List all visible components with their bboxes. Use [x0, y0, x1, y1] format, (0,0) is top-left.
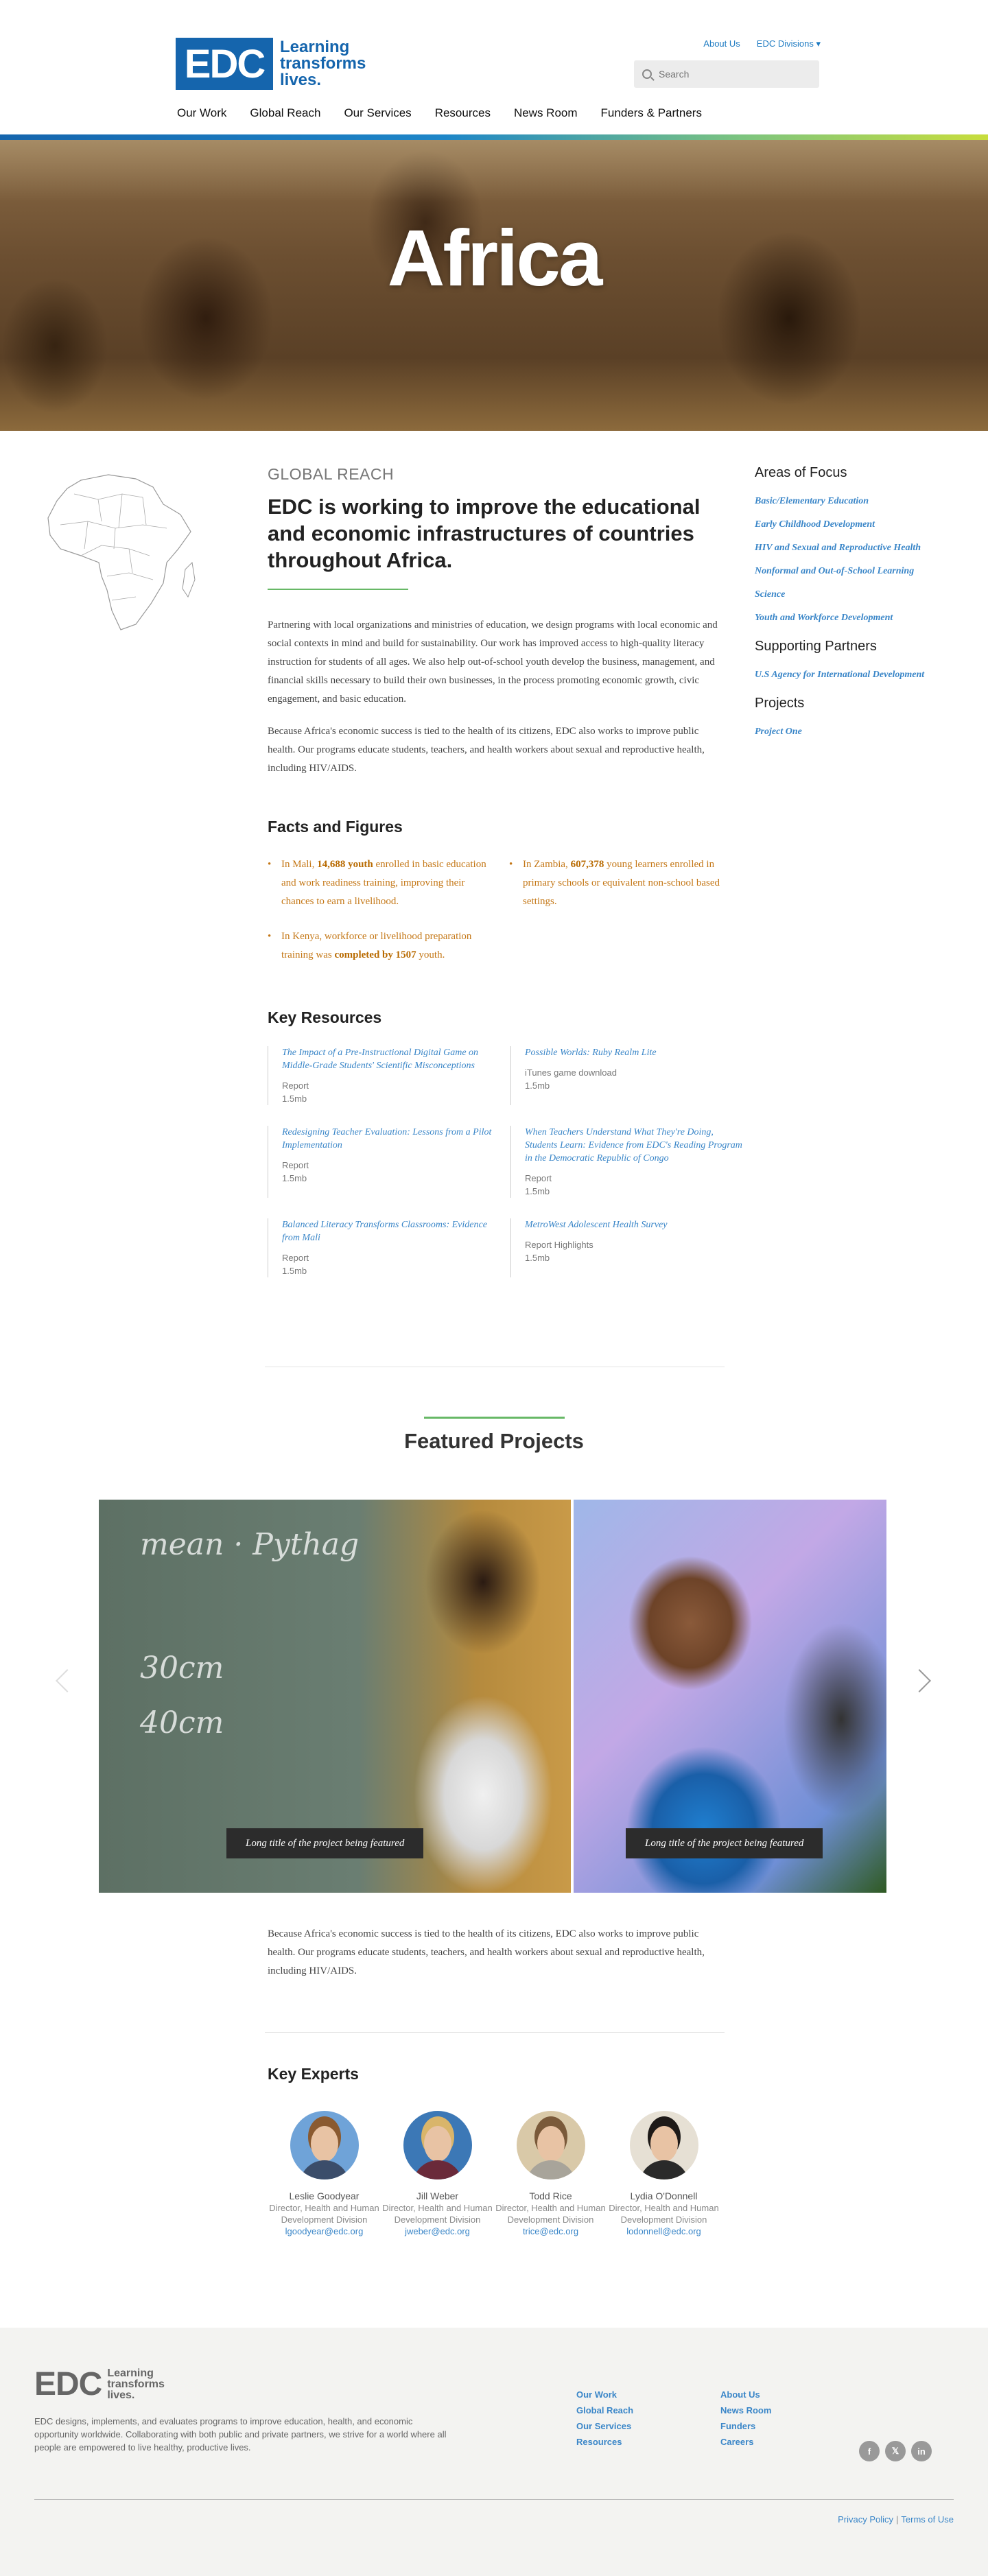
featured-carousel	[99, 1500, 886, 1893]
footer-link-news-room[interactable]: News Room	[720, 2405, 772, 2415]
projects-list	[755, 726, 954, 737]
facebook-icon[interactable]: f	[859, 2441, 880, 2461]
footer-link-our-work[interactable]: Our Work	[576, 2389, 617, 2400]
expert-email-link[interactable]: trice@edc.org	[522, 2226, 579, 2236]
search-icon	[642, 69, 652, 79]
resource-item	[510, 1218, 744, 1277]
footer-link-funders[interactable]: Funders	[720, 2421, 756, 2431]
resource-size: 1.5mb	[282, 1266, 307, 1276]
site-header	[0, 0, 988, 137]
expert-role: Director, Health and Human Development Division	[382, 2203, 493, 2225]
fact-pre: In Zambia,	[523, 859, 571, 870]
resource-link[interactable]: When Teachers Understand What They're Doing, Students Learn: Evidence from EDC's Reading Program in the Democratic Republic of Congo	[525, 1127, 742, 1163]
footer-links-col-1	[576, 2389, 633, 2453]
avatar-face	[311, 2126, 338, 2162]
utility-nav	[703, 38, 821, 49]
bullet-icon: •	[509, 859, 513, 870]
privacy-policy-link[interactable]: Privacy Policy	[838, 2514, 894, 2525]
facts-section	[268, 818, 720, 981]
expert-email-link[interactable]: lodonnell@edc.org	[626, 2226, 701, 2236]
avatar-shoulders	[413, 2160, 462, 2179]
resource-type: Report	[525, 1173, 552, 1183]
featured-slide[interactable]	[574, 1500, 886, 1893]
chalkboard-writing: 30cm	[140, 1651, 224, 1686]
resource-type: Report	[282, 1160, 309, 1170]
featured-paragraph: Because Africa's economic success is tied to the health of its citizens, EDC also works to improve public health. Our programs educate students, teachers, and health workers about sexual and reproductive health, including HIV/AIDS.	[268, 1928, 705, 1976]
resource-item	[510, 1126, 744, 1198]
facts-col-right	[509, 855, 736, 981]
fact-pre: In Kenya, workforce or livelihood preparation training was	[281, 931, 472, 960]
avatar-shoulders	[639, 2160, 689, 2179]
main-content	[268, 465, 742, 1277]
footer-logo-tagline: Learning transforms lives.	[107, 2367, 165, 2401]
resource-item	[268, 1218, 501, 1277]
section-eyebrow: GLOBAL REACH	[268, 465, 395, 483]
footer-link-resources[interactable]: Resources	[576, 2437, 622, 2447]
nav-our-services[interactable]: Our Services	[344, 106, 412, 119]
resource-link[interactable]: MetroWest Adolescent Health Survey	[525, 1220, 668, 1230]
fact-strong: 14,688 youth	[317, 859, 373, 870]
sidebar	[755, 465, 954, 750]
footer-link-global-reach[interactable]: Global Reach	[576, 2405, 634, 2415]
nav-global-reach[interactable]: Global Reach	[250, 106, 321, 119]
avatar-shoulders	[300, 2160, 349, 2179]
about-us-link[interactable]: About Us	[703, 38, 740, 49]
experts-heading: Key Experts	[268, 2065, 359, 2083]
accent-rule	[268, 589, 408, 590]
expert-card	[494, 2111, 607, 2237]
expert-name: Jill Weber	[416, 2190, 459, 2201]
fact-pre: In Mali,	[281, 859, 318, 870]
social-links	[859, 2441, 932, 2461]
footer-links-col-2	[720, 2389, 771, 2453]
expert-card	[607, 2111, 720, 2237]
experts-list	[268, 2111, 720, 2237]
terms-of-use-link[interactable]: Terms of Use	[901, 2514, 954, 2525]
x-twitter-icon[interactable]: 𝕏	[885, 2441, 906, 2461]
resources-heading: Key Resources	[268, 1008, 382, 1026]
lead-heading: EDC is working to improve the educational and economic infrastructures of countries throughout Africa.	[268, 495, 701, 572]
avatar[interactable]	[403, 2111, 472, 2179]
resource-type: Report Highlights	[525, 1240, 593, 1250]
featured-slide[interactable]	[99, 1500, 571, 1893]
fact-item	[268, 927, 494, 965]
search-box	[634, 60, 819, 88]
expert-email-link[interactable]: jweber@edc.org	[405, 2226, 470, 2236]
nav-news-room[interactable]: News Room	[513, 106, 578, 119]
resource-item	[268, 1126, 501, 1198]
carousel-next-arrow-icon[interactable]	[908, 1669, 931, 1692]
projects-heading: Projects	[755, 696, 805, 711]
site-footer	[0, 2328, 988, 2576]
featured-accent-rule	[424, 1417, 565, 1419]
footer-logo[interactable]	[34, 2365, 176, 2403]
resource-size: 1.5mb	[525, 1080, 550, 1091]
nav-funders-partners[interactable]: Funders & Partners	[600, 106, 702, 119]
resource-size: 1.5mb	[525, 1253, 550, 1263]
area-link[interactable]: Early Childhood Development	[755, 519, 875, 530]
facts-heading: Facts and Figures	[268, 818, 403, 836]
fact-item	[509, 855, 736, 911]
avatar[interactable]	[517, 2111, 585, 2179]
partners-heading: Supporting Partners	[755, 639, 877, 654]
logo-mark: EDC	[176, 38, 273, 90]
expert-name: Leslie Goodyear	[289, 2190, 360, 2201]
chalkboard-writing: 40cm	[140, 1705, 224, 1740]
africa-map	[33, 466, 204, 638]
featured-projects-heading: Featured Projects	[404, 1429, 584, 1453]
expert-card	[381, 2111, 494, 2237]
areas-heading: Areas of Focus	[755, 465, 847, 480]
resource-size: 1.5mb	[282, 1173, 307, 1183]
avatar[interactable]	[630, 2111, 698, 2179]
area-link[interactable]: HIV and Sexual and Reproductive Health	[755, 543, 921, 553]
expert-role: Director, Health and Human Development Division	[609, 2203, 719, 2225]
areas-list	[755, 496, 954, 624]
edc-logo[interactable]	[176, 38, 390, 90]
area-link[interactable]: Nonformal and Out-of-School Learning	[755, 566, 915, 576]
fact-post: youth.	[416, 949, 445, 960]
slide-caption[interactable]: Long title of the project being featured	[226, 1828, 423, 1858]
legal-separator: |	[896, 2514, 899, 2525]
header-gradient-rule	[0, 134, 988, 140]
key-resources-section	[268, 1008, 742, 1277]
resource-size: 1.5mb	[282, 1094, 307, 1104]
legal-links	[838, 2514, 954, 2525]
hero-banner	[0, 140, 988, 431]
resource-size: 1.5mb	[525, 1186, 550, 1196]
resource-link[interactable]: The Impact of a Pre-Instructional Digital Game on Middle-Grade Students' Scientific Misconceptions	[282, 1048, 479, 1071]
fact-strong: 607,378	[570, 859, 604, 870]
key-experts-section	[268, 2065, 720, 2237]
nav-resources[interactable]: Resources	[434, 106, 491, 119]
resource-type: iTunes game download	[525, 1067, 617, 1078]
project-link[interactable]: Project One	[755, 726, 802, 737]
nav-our-work[interactable]: Our Work	[177, 106, 227, 119]
search-input[interactable]	[659, 69, 810, 80]
expert-role: Director, Health and Human Development Division	[495, 2203, 606, 2225]
fact-post: young learners enrolled in primary schools or equivalent non-school based settings.	[523, 859, 720, 907]
avatar[interactable]	[290, 2111, 359, 2179]
avatar-shoulders	[526, 2160, 576, 2179]
resource-item	[268, 1046, 501, 1105]
footer-link-careers[interactable]: Careers	[720, 2437, 754, 2447]
expert-card	[268, 2111, 381, 2237]
resource-link[interactable]: Redesigning Teacher Evaluation: Lessons from a Pilot Implementation	[282, 1127, 492, 1150]
logo-tagline: Learning transforms lives.	[280, 38, 366, 89]
bullet-icon: •	[268, 859, 272, 870]
slide-caption[interactable]: Long title of the project being featured	[626, 1828, 823, 1858]
footer-link-about-us[interactable]: About Us	[720, 2389, 760, 2400]
intro-paragraph: Partnering with local organizations and ministries of education, we design programs with local economic and social contexts in mind and build for sustainability. Our work has improved access to high-quality literacy instruction for students of all ages. We also help out-of-school youth develop the business, management, and financial skills necessary to build their own businesses, in the process promoting economic growth, civic engagement, and basic education.	[268, 619, 718, 705]
expert-email-link[interactable]: lgoodyear@edc.org	[285, 2226, 364, 2236]
facts-col-left	[268, 855, 494, 981]
area-link[interactable]: Science	[755, 589, 786, 600]
bullet-icon: •	[268, 931, 272, 942]
avatar-face	[650, 2126, 678, 2162]
resource-link[interactable]: Balanced Literacy Transforms Classrooms: Evidence from Mali	[282, 1220, 487, 1243]
edc-divisions-dropdown[interactable]: EDC Divisions ▾	[756, 38, 821, 49]
expert-name: Lydia O'Donnell	[630, 2190, 698, 2201]
partner-link[interactable]: U.S Agency for International Development	[755, 670, 925, 680]
expert-name: Todd Rice	[529, 2190, 572, 2201]
fact-post: enrolled in basic education and work readiness training, improving their chances to earn a livelihood.	[281, 859, 486, 907]
linkedin-icon[interactable]: in	[911, 2441, 932, 2461]
area-link[interactable]: Youth and Workforce Development	[755, 613, 893, 623]
health-paragraph: Because Africa's economic success is tied to the health of its citizens, EDC also works to improve public health. Our programs educate students, teachers, and health workers about sexual and reproductive health, including HIV/AIDS.	[268, 726, 705, 774]
avatar-face	[424, 2126, 451, 2162]
hero-title: Africa	[387, 213, 601, 303]
expert-role: Director, Health and Human Development Division	[269, 2203, 379, 2225]
footer-link-our-services[interactable]: Our Services	[576, 2421, 632, 2431]
resource-type: Report	[282, 1080, 309, 1091]
resource-item	[510, 1046, 744, 1105]
footer-description: EDC designs, implements, and evaluates programs to improve education, health, and economic opportunity worldwide. Collaborating with both public and private partners, we strive for a world where all people are empowered to live healthy, productive lives.	[34, 2416, 447, 2453]
fact-item	[268, 855, 494, 911]
footer-divider	[34, 2499, 954, 2500]
chalkboard-writing: mean · Pythag	[140, 1527, 360, 1562]
area-link[interactable]: Basic/Elementary Education	[755, 496, 869, 506]
resource-type: Report	[282, 1253, 309, 1263]
main-nav	[177, 106, 702, 120]
fact-strong: completed by 1507	[334, 949, 416, 960]
carousel-prev-arrow-icon[interactable]	[56, 1669, 79, 1692]
footer-logo-mark: EDC	[34, 2366, 102, 2402]
partners-list	[755, 670, 954, 681]
avatar-face	[537, 2126, 565, 2162]
section-divider	[265, 2032, 725, 2033]
resource-link[interactable]: Possible Worlds: Ruby Realm Lite	[525, 1048, 657, 1058]
